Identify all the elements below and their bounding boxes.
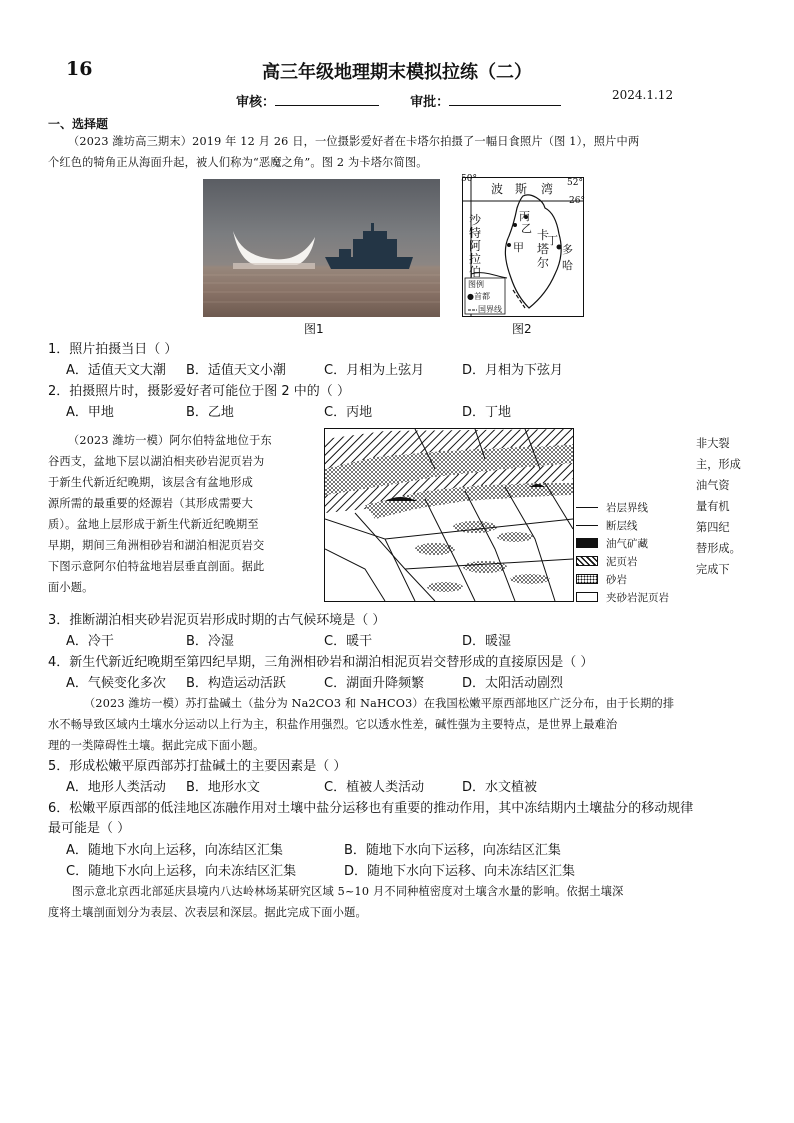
q5-option-a[interactable]: A．地形人类活动 [66, 780, 166, 795]
q1-option-c[interactable]: C．月相为上弦月 [324, 363, 425, 378]
approve-blank[interactable] [449, 93, 561, 106]
question-1: 1．照片拍摄当日（ ） [48, 342, 178, 357]
intro-4 [48, 881, 783, 923]
q5-option-c[interactable]: C．植被人类活动 [324, 780, 425, 795]
review-line [236, 91, 561, 110]
intro-4-line1: 图示意北京西北部延庆县境内八达岭林场某研究区域 5~10 月不同种植密度对土壤含水量的影响。依据土壤深 [72, 885, 624, 898]
legend-mixed-label: 夹砂岩泥页岩 [606, 591, 669, 604]
legend-row-shale [576, 552, 696, 570]
intro-2-left [48, 430, 323, 598]
intro-2-line5: 质）。盆地上层形成于新生代新近纪晚期至 [48, 518, 259, 531]
q6-option-d[interactable]: D．随地下水向下运移、向未冻结区汇集 [344, 864, 576, 879]
legend-row-sandstone [576, 570, 696, 588]
q4-option-c[interactable]: C．湖面升降频繁 [324, 676, 425, 691]
review-label: 审核： [236, 95, 276, 110]
map-point-yi: 乙 [521, 222, 532, 235]
legend-row-fault [576, 516, 696, 534]
map-saudi [469, 214, 481, 279]
intro-3-line2: 水不畅导致区域内土壤水分运动以上行为主，积盐作用强烈。它以透水性差，碱性强为主要特点，是世界上最难治 [48, 718, 618, 731]
question-3: 3．推断湖泊相夹砂岩泥页岩形成时期的古气候环境是（ ） [48, 613, 386, 628]
map-point-jia: 甲 [513, 241, 524, 254]
map-point-bing: 丙 [519, 210, 530, 223]
q6-option-b[interactable]: B．随地下水向下运移，向冻结区汇集 [344, 843, 561, 858]
page-title: 高三年级地理期末模拟拉练（二） [262, 62, 532, 83]
question-6-line2: 最可能是（ ） [48, 821, 131, 836]
approve-label: 审批： [410, 95, 450, 110]
legend-sandstone-label: 砂岩 [606, 573, 627, 586]
section-title: 一、选择题 [48, 117, 109, 131]
intro-2-right-4: 量有机 [696, 500, 730, 513]
map-saudi-3: 阿 [469, 239, 482, 253]
legend-shale-label: 泥页岩 [606, 555, 638, 568]
map-lat-1: 52° [567, 178, 583, 188]
ship [325, 223, 413, 269]
map-doha: 多哈 [562, 243, 573, 272]
q6-option-c[interactable]: C．随地下水向上运移，向未冻结区汇集 [66, 864, 297, 879]
intro-2-line7: 下图示意阿尔伯特盆地岩层垂直剖面。据此 [48, 560, 265, 573]
map-legend-capital: ●首都 [467, 292, 490, 301]
intro-4-line2: 度将土壤剖面划分为表层、次表层和深层。据此完成下面小题。 [48, 906, 367, 919]
qatar-map [461, 174, 585, 317]
q3-option-a[interactable]: A．冷干 [66, 634, 114, 649]
map-saudi-1: 沙 [469, 213, 482, 227]
q3-option-c[interactable]: C．暖干 [324, 634, 373, 649]
eclipse-crescent [233, 231, 315, 265]
q4-option-d[interactable]: D．太阳活动剧烈 [462, 676, 564, 691]
intro-2-right-1: 非大裂 [696, 437, 730, 450]
question-6 [48, 799, 783, 839]
q4-option-a[interactable]: A．气候变化多次 [66, 676, 166, 691]
geologic-section-drawing [325, 429, 573, 601]
intro-2-right-2: 主，形成 [696, 458, 741, 471]
q5-option-b[interactable]: B．地形水文 [186, 780, 260, 795]
legend-row-oil [576, 534, 696, 552]
legend-row-mixed [576, 588, 696, 606]
q2-option-c[interactable]: C．丙地 [324, 405, 373, 420]
map-lat-2: 26° [569, 196, 585, 206]
q3-option-d[interactable]: D．暖湿 [462, 634, 512, 649]
intro-2-line3: 于新生代新近纪晚期，该层含有盆地形成 [48, 476, 253, 489]
map-sea-3: 湾 [541, 182, 554, 196]
intro-2-line6: 早期，期间三角洲相砂岩和湖泊相泥页岩交 [48, 539, 265, 552]
intro-2-line2: 谷西支，盆地下层以湖泊相夹砂岩泥页岩为 [48, 455, 265, 468]
map-saudi-2: 特 [469, 226, 482, 240]
map-qatar-2: 塔 [537, 242, 550, 256]
geologic-legend [576, 498, 696, 606]
fig2-caption: 图2 [512, 322, 532, 336]
q3-option-b[interactable]: B．冷湿 [186, 634, 234, 649]
intro-2-right-3: 油气资 [696, 479, 730, 492]
intro-1-line1: （2023 潍坊高三期末）2019 年 12 月 26 日，一位摄影爱好者在卡塔尔拍摄了一幅日食照片（图 1），照片中两 [68, 135, 640, 148]
geologic-section [324, 428, 574, 602]
question-4: 4．新生代新近纪晚期至第四纪早期，三角洲相砂岩和湖泊相泥页岩交替形成的直接原因是（ ） [48, 655, 594, 670]
intro-2-right-5: 第四纪 [696, 521, 730, 534]
intro-2-line8: 面小题。 [48, 581, 94, 594]
legend-row-boundary [576, 498, 696, 516]
question-2: 2．拍摄照片时，摄影爱好者可能位于图 2 中的（ ） [48, 384, 350, 399]
map-legend-border: 国界线 [478, 305, 502, 314]
page-number: 16 [66, 58, 93, 80]
map-saudi-4: 拉 [469, 252, 482, 266]
map-legend-title: 图例 [468, 280, 484, 289]
q2-option-d[interactable]: D．丁地 [462, 405, 512, 420]
intro-1 [48, 131, 768, 173]
q5-option-d[interactable]: D．水文植被 [462, 780, 538, 795]
map-sea-2: 斯 [515, 182, 528, 196]
intro-2-right-7: 完成下 [696, 563, 730, 576]
fig1-caption: 图1 [304, 322, 324, 336]
intro-3-line3: 理的一类障碍性土壤。据此完成下面小题。 [48, 739, 265, 752]
q1-option-d[interactable]: D．月相为下弦月 [462, 363, 564, 378]
question-6-line1: 6．松嫩平原西部的低洼地区冻融作用对土壤中盐分运移也有重要的推动作用，其中冻结期内土壤盐分的移动规律 [48, 801, 694, 816]
intro-3 [48, 693, 783, 756]
intro-2-line1: （2023 潍坊一模）阿尔伯特盆地位于东 [68, 434, 272, 447]
q4-option-b[interactable]: B．构造运动活跃 [186, 676, 286, 691]
map-point-ding: 丁 [547, 234, 558, 247]
intro-2-line4: 源所需的最重要的烃源岩（其形成需要大 [48, 497, 253, 510]
intro-1-line2: 个红色的犄角正从海面升起，被人们称为“恶魔之角”。图 2 为卡塔尔简图。 [48, 156, 428, 169]
map-saudi-5: 伯 [469, 265, 482, 279]
q2-option-b[interactable]: B．乙地 [186, 405, 234, 420]
q1-option-b[interactable]: B．适值天文小潮 [186, 363, 286, 378]
date: 2024.1.12 [612, 88, 674, 102]
intro-2-right [696, 433, 776, 580]
intro-2-right-6: 替形成。 [696, 542, 741, 555]
legend-oil-label: 油气矿藏 [606, 537, 648, 550]
q6-option-a[interactable]: A．随地下水向上运移，向冻结区汇集 [66, 843, 283, 858]
map-qatar-3: 尔 [537, 256, 550, 270]
map-qatar-1: 卡 [537, 228, 550, 242]
legend-fault-label: 断层线 [606, 519, 638, 532]
eclipse-photo-drawing [203, 179, 440, 317]
review-blank[interactable] [275, 93, 379, 106]
map-sea-1: 波 [491, 182, 504, 196]
question-5: 5．形成松嫩平原西部苏打盐碱土的主要因素是（ ） [48, 759, 347, 774]
legend-boundary-label: 岩层界线 [606, 501, 648, 514]
eclipse-photo [203, 179, 440, 317]
q1-option-a[interactable]: A．适值天文大潮 [66, 363, 166, 378]
q2-option-a[interactable]: A．甲地 [66, 405, 114, 420]
map-lon: 50° [461, 174, 477, 184]
intro-3-line1: （2023 潍坊一模）苏打盐碱土（盐分为 Na2CO3 和 NaHCO3）在我国松嫩平原西部地区广泛分布，由于长期的排 [84, 697, 675, 710]
